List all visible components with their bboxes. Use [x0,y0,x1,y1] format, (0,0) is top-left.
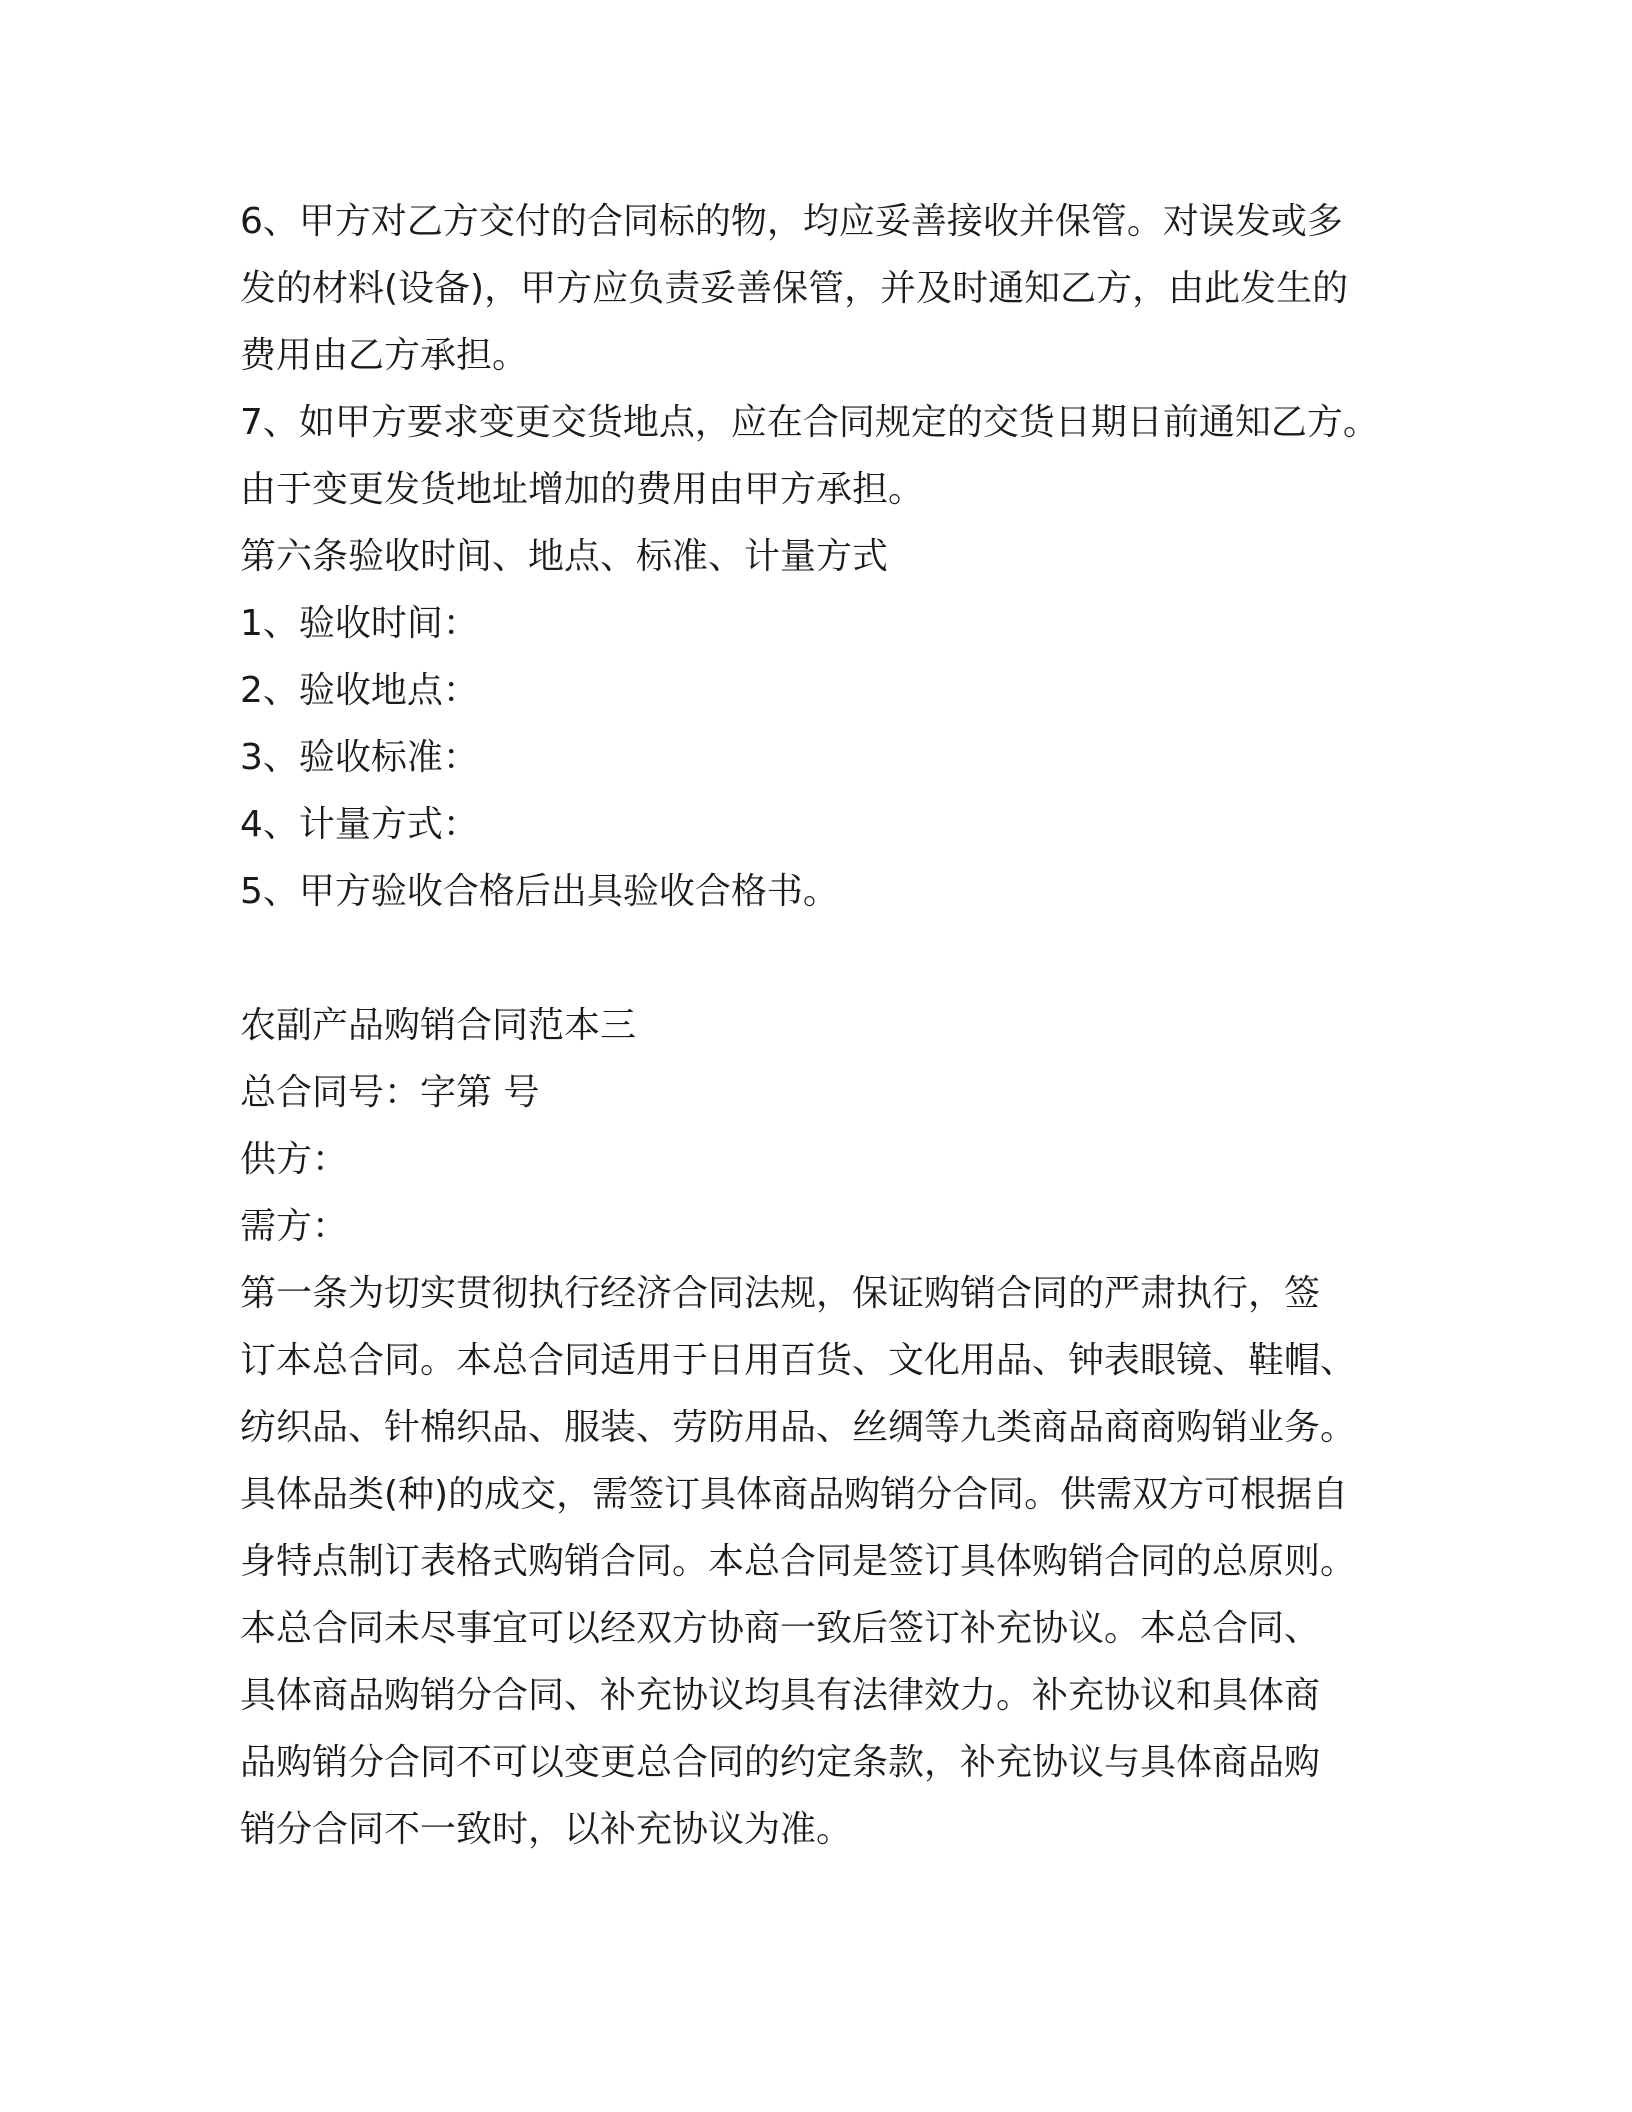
article-1-line-6: 本总合同未尽事宜可以经双方协商一致后签订补充协议。本总合同、 [240,1608,1321,1649]
clause-6-line-1: 6、甲方对乙方交付的合同标的物，均应妥善接收并保管。对误发或多 [240,201,1343,242]
article-1-line-1: 第一条为切实贯彻执行经济合同法规，保证购销合同的严肃执行，签 [240,1273,1321,1314]
acceptance-standard: 3、验收标准： [240,737,479,778]
clause-6-line-3: 费用由乙方承担。 [240,335,529,376]
article-1-line-8: 品购销分合同不可以变更总合同的约定条款，补充协议与具体商品购 [240,1742,1321,1783]
section-title: 农副产品购销合同范本三 [240,1005,637,1046]
article-6-heading: 第六条验收时间、地点、标准、计量方式 [240,536,889,577]
article-1-line-4: 具体品类(种)的成交，需签订具体商品购销分合同。供需双方可根据自 [240,1474,1349,1515]
article-1-line-2: 订本总合同。本总合同适用于日用百货、文化用品、钟表眼镜、鞋帽、 [240,1340,1357,1381]
blank-line [240,925,1450,992]
acceptance-time: 1、验收时间： [240,603,479,644]
clause-6-line-2: 发的材料(设备)，甲方应负责妥善保管，并及时通知乙方，由此发生的 [240,268,1349,309]
clause-7-line-2: 由于变更发货地址增加的费用由甲方承担。 [240,469,925,510]
measurement-method: 4、计量方式： [240,804,479,845]
supplier-field: 供方： [240,1139,349,1180]
article-1-line-3: 纺织品、针棉织品、服装、劳防用品、丝绸等九类商品商商购销业务。 [240,1407,1357,1448]
contract-number: 总合同号：字第 号 [240,1072,540,1113]
document-body [240,188,1450,1863]
article-1-line-7: 具体商品购销分合同、补充协议均具有法律效力。补充协议和具体商 [240,1675,1321,1716]
buyer-field: 需方： [240,1206,349,1247]
article-1-line-5: 身特点制订表格式购销合同。本总合同是签订具体购销合同的总原则。 [240,1541,1357,1582]
acceptance-place: 2、验收地点： [240,670,479,711]
article-1-line-9: 销分合同不一致时，以补充协议为准。 [240,1809,853,1850]
acceptance-certificate: 5、甲方验收合格后出具验收合格书。 [240,871,839,912]
clause-7-line-1: 7、如甲方要求变更交货地点，应在合同规定的交货日期日前通知乙方。 [240,402,1379,443]
